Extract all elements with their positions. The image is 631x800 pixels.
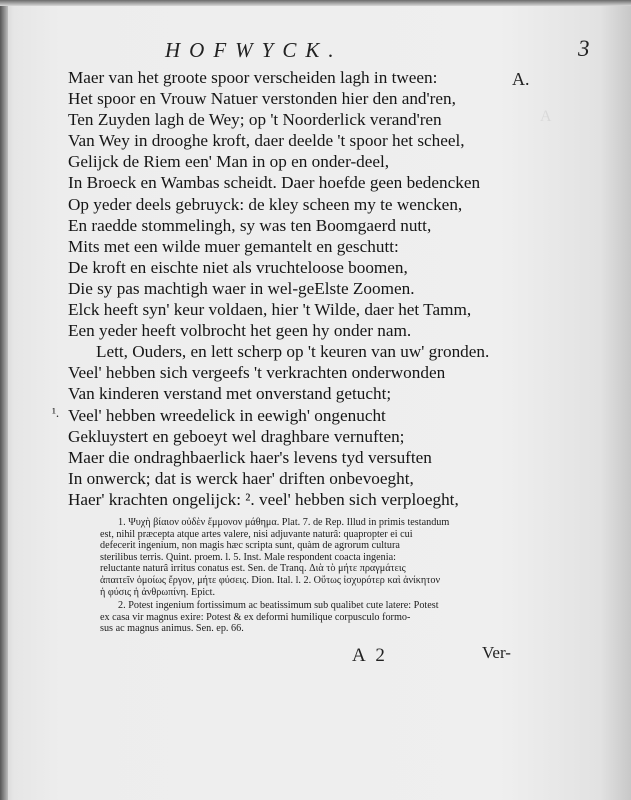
page-number: 3 xyxy=(578,36,590,61)
verse-line: Ten Zuyden lagh de Wey; op 't Noorderlick verand'ren xyxy=(68,110,442,130)
verse-line: Haer' krachten ongelijck: ². veel' hebben sich verploeght, xyxy=(68,489,459,509)
page-top-shadow xyxy=(0,0,631,6)
footnote-line: sus ac magnus animus. Sen. ep. 66. xyxy=(100,623,244,635)
verse-line: In Broeck en Wambas scheidt. Daer hoefde geen bedencken xyxy=(68,173,481,193)
footnote-line: reluctante naturâ irritus conatus est. Sen. de Tranq. Διὰ τὸ μήτε πραγμάτεις xyxy=(100,563,406,575)
signature-mark: A. xyxy=(512,69,530,89)
verse-line: In onwerck; dat is werck haer' driften onbevoeght, xyxy=(68,468,414,488)
verse-line: Gekluystert en geboeyt wel draghbare vernuften; xyxy=(68,426,405,446)
footnote-line: 1. Ψυχὴ βίαιον οὐδὲν ἔμμονον μάθημα. Plat. 7. de Rep. Illud in primis testandum xyxy=(118,517,450,528)
footnote-line: ἀπαιτεῖν ὁμοίως ἔργον, μήτε φύσεις. Dion. Ital. l. 2. Οὔτως ἰσχυρότερ καὶ ἀνίκητον xyxy=(100,574,441,586)
verse-line: En raedde stommelingh, sy was ten Boomgaerd nutt, xyxy=(68,215,432,235)
footnote-line: defecerit ingenium, non magis hæc scripta sunt, quàm de agrorum cultura xyxy=(100,540,400,552)
verse-line: Lett, Ouders, en lett scherp op 't keuren van uw' gronden. xyxy=(96,342,490,362)
verse-line: Die sy pas machtigh waer in wel-geElste Zoomen. xyxy=(68,278,415,298)
catchword: Ver- xyxy=(482,643,511,662)
signature-bottom: A 2 xyxy=(352,645,388,666)
verse-line: Gelijck de Riem een' Man in op en onder-deel, xyxy=(68,152,390,172)
footnote-line: est, nihil præcepta atque artes valere, nisi adjuvante naturâ: quapropter ei cui xyxy=(100,528,413,540)
footnote-line: ἡ φύσις ἡ ἀνθρωπίνη. Epict. xyxy=(100,586,216,598)
verse-line: Mits met een wilde muer gemantelt en geschutt: xyxy=(68,236,399,256)
verse-line: Maer van het groote spoor verscheiden lagh in tween: xyxy=(68,68,438,87)
verse-line: Veel' hebben wreedelick in eewigh' ongenucht xyxy=(68,405,386,425)
verse-line: De kroft en eischte niet als vruchteloose boomen, xyxy=(68,257,408,277)
footnote-line: 2. Potest ingenium fortissimum ac beatissimum sub qualibet cute latere: Potest xyxy=(118,600,439,612)
verse-line: Veel' hebben sich vergeefs 't verkrachten onderwonden xyxy=(68,363,446,383)
verse-line: Een yeder heeft volbrocht het geen hy onder nam. xyxy=(68,321,412,341)
verse-line: Van kinderen verstand met onverstand getucht; xyxy=(68,384,392,404)
verse-line: Maer die ondraghbaerlick haer's levens tyd versuften xyxy=(68,447,432,467)
verse-line: Het spoor en Vrouw Natuer verstonden hier den and'ren, xyxy=(68,89,456,109)
verse-block xyxy=(68,67,538,510)
verse-line: Op yeder deels gebruyck: de kley scheen my te wencken, xyxy=(68,194,463,214)
verse-line: Elck heeft syn' keur voldaen, hier 't Wilde, daer het Tamm, xyxy=(68,300,472,320)
verse-line: Van Wey in drooghe kroft, daer deelde 't spoor het scheel, xyxy=(68,131,465,151)
footnote-line: sterilibus terris. Quint. proem. l. 5. Inst. Male respondent coacta ingenia: xyxy=(100,551,396,563)
show-through-text: A xyxy=(540,108,552,125)
footnote-line: ex casa vir magnus exire: Potest & ex deformi humilique corpusculo formo- xyxy=(100,611,411,623)
footnotes-block xyxy=(100,517,520,635)
page-left-shadow xyxy=(0,0,8,800)
margin-note-number: ¹. xyxy=(52,405,60,420)
running-head: HOFWYCK. xyxy=(165,38,343,62)
